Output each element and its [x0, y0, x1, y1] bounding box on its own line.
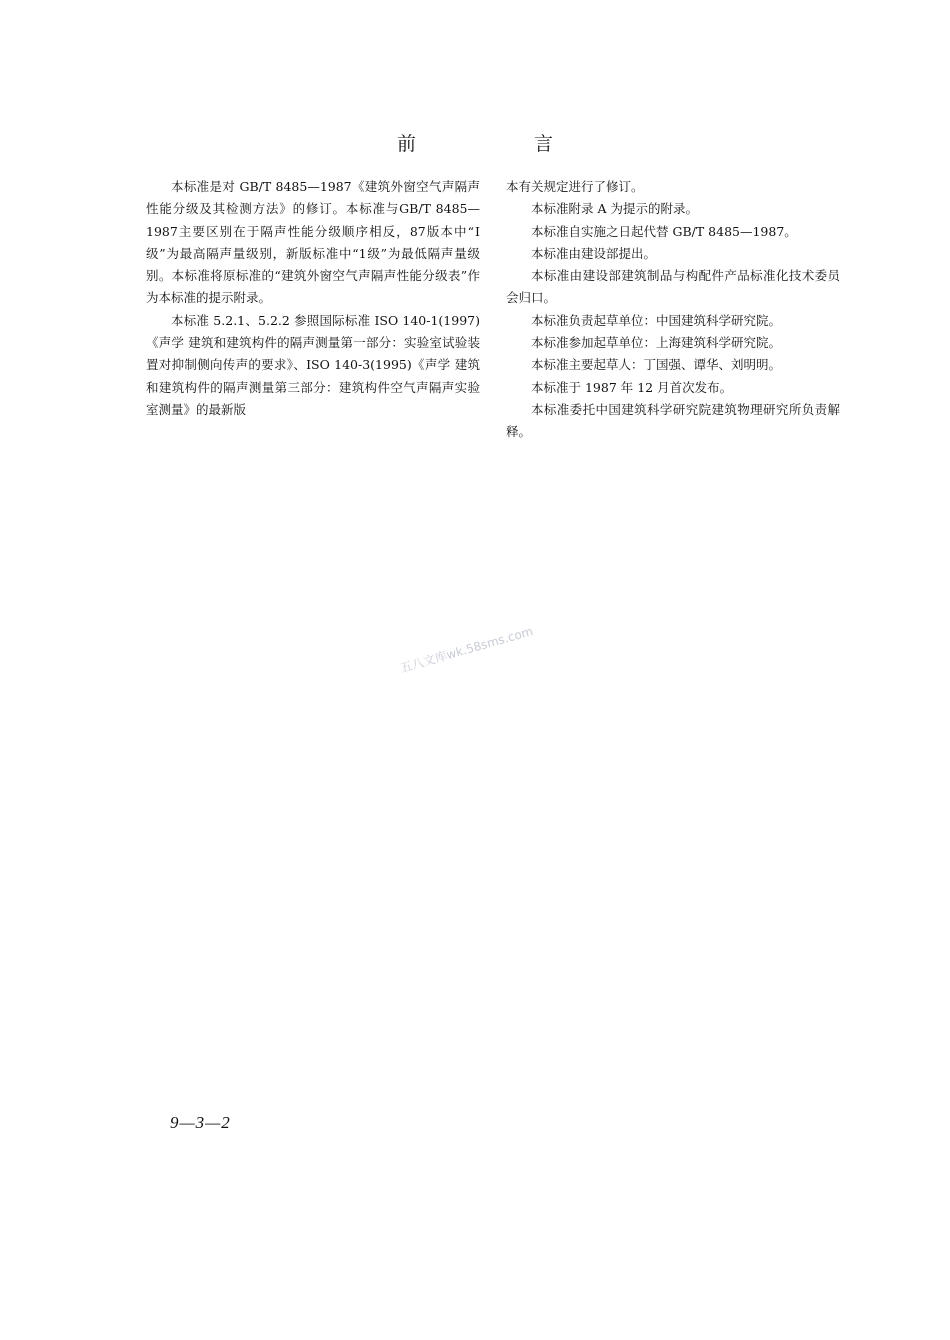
watermark: 五八文库wk.58sms.com	[398, 624, 535, 676]
page-number: 9—3—2	[170, 1113, 231, 1132]
page-title: 前 言	[396, 133, 610, 155]
paragraph-drafting-unit: 本标准负责起草单位：中国建筑科学研究院。	[531, 312, 782, 328]
paragraph-participating-unit: 本标准参加起草单位：上海建筑科学研究院。	[531, 335, 782, 351]
paragraph-appendix: 本标准附录 A 为提示的附录。	[531, 201, 698, 217]
paragraph-replaces: 本标准自实施之日起代替 GB/T 8485—1987。	[531, 223, 797, 239]
paragraph-first-issued: 本标准于 1987 年 12 月首次发布。	[531, 379, 733, 395]
paragraph-proposed-by: 本标准由建设部提出。	[531, 245, 657, 261]
right-column	[506, 176, 840, 444]
paragraph-continuation: 本有关规定进行了修订。	[506, 179, 644, 194]
paragraph-under-jurisdiction: 本标准由建设部建筑制品与构配件产品标准化技术委员会归口。	[506, 268, 840, 306]
paragraph-interpretation: 本标准委托中国建筑科学研究院建筑物理研究所负责解释。	[506, 401, 840, 440]
paragraph-main-drafters: 本标准主要起草人：丁国强、谭华、刘明明。	[531, 357, 782, 373]
paragraph-iso-reference: 本标准 5.2.1、5.2.2 参照国际标准 ISO 140-1(1997)《声学 建筑和建筑构件的隔声测量第一部分：实验室试验装置对抑制侧向传声的要求》、ISO 140-3(1995)《声学 建筑和建筑构件的隔声测量第三部分：建筑构件空气声隔声实验室测量》的最新版	[146, 312, 480, 417]
paragraph-revision: 本标准是对 GB/T 8485—1987《建筑外窗空气声隔声性能分级及其检测方法》的修订。本标准与GB/T 8485—1987主要区别在于隔声性能分级顺序相反，87版本中“Ⅰ级”为最高隔声量级别，新版标准中“1级”为最低隔声量级别。本标准将原标准的“建筑外窗空气声隔声性能分级表”作为本标准的提示附录。	[146, 179, 480, 306]
left-column	[146, 176, 480, 421]
